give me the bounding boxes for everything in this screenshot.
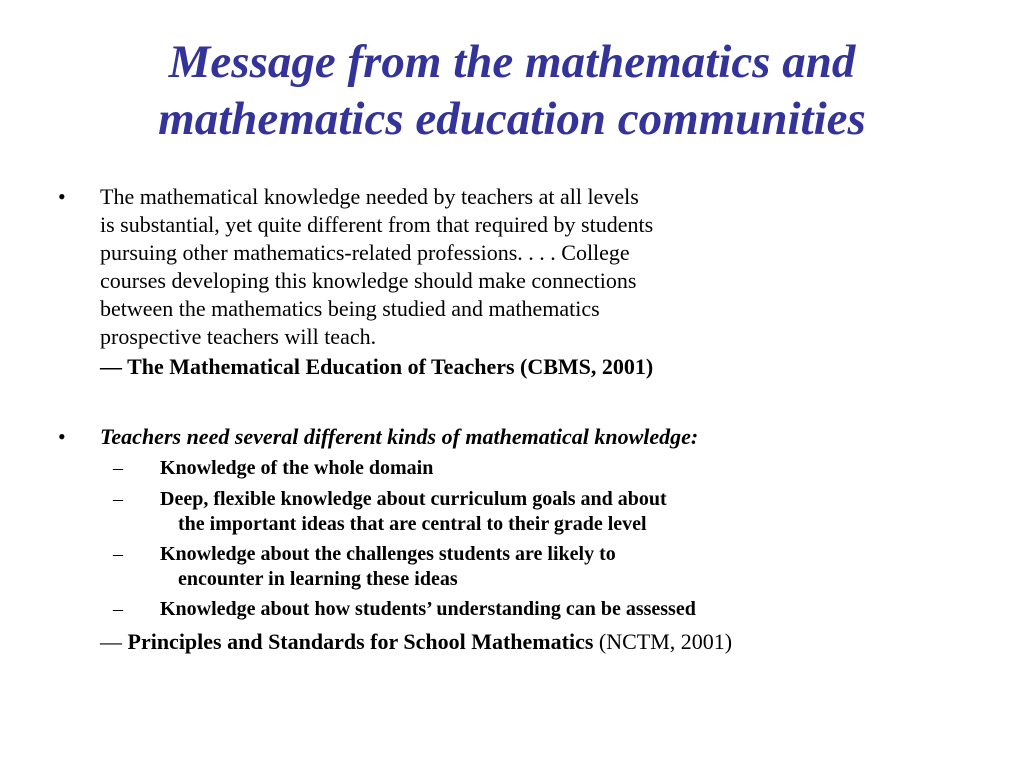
- slide-title: [0, 34, 1024, 148]
- bullet-2-text: Teachers need several different kinds of mathematical knowledge:: [100, 424, 699, 449]
- bullet-marker-2: •: [58, 424, 66, 449]
- slide-title-line-2: mathematics education communities: [158, 93, 866, 145]
- slide-title-line-1: Message from the mathematics and: [168, 36, 856, 88]
- sub-item-marker: –: [113, 598, 123, 620]
- bullet-1-text: [100, 183, 653, 351]
- bullet-1-line: prospective teachers will teach.: [100, 324, 377, 349]
- bullet-marker-1: •: [58, 184, 66, 209]
- citation-cbms: — The Mathematical Education of Teachers (CBMS, 2001): [100, 354, 654, 379]
- citation-nctm-dash: —: [100, 629, 128, 654]
- sub-item-marker: –: [113, 488, 123, 510]
- sub-item-line: the important ideas that are central to their grade level: [178, 513, 647, 535]
- bullet-1-line: is substantial, yet quite different from that required by students: [100, 212, 654, 237]
- sub-item-line: encounter in learning these ideas: [178, 568, 458, 590]
- citation-nctm-source: (NCTM, 2001): [593, 629, 733, 654]
- sub-item-line: Knowledge about how students’ understanding can be assessed: [160, 598, 696, 620]
- bullet-1-line: The mathematical knowledge needed by teachers at all levels: [100, 184, 639, 209]
- sub-item-marker: –: [113, 457, 123, 479]
- citation-nctm: [100, 628, 732, 656]
- bullet-1-line: courses developing this knowledge should make connections: [100, 268, 637, 293]
- sub-item-line: Deep, flexible knowledge about curriculum goals and about: [160, 488, 667, 510]
- bullet-1-line: between the mathematics being studied and mathematics: [100, 296, 600, 321]
- sub-item-line: Knowledge about the challenges students are likely to: [160, 543, 616, 565]
- sub-item-marker: –: [113, 543, 123, 565]
- sub-item-line: Knowledge of the whole domain: [160, 457, 434, 479]
- citation-nctm-title: Principles and Standards for School Mathematics: [127, 629, 594, 654]
- bullet-1-line: pursuing other mathematics-related professions. . . . College: [100, 240, 630, 265]
